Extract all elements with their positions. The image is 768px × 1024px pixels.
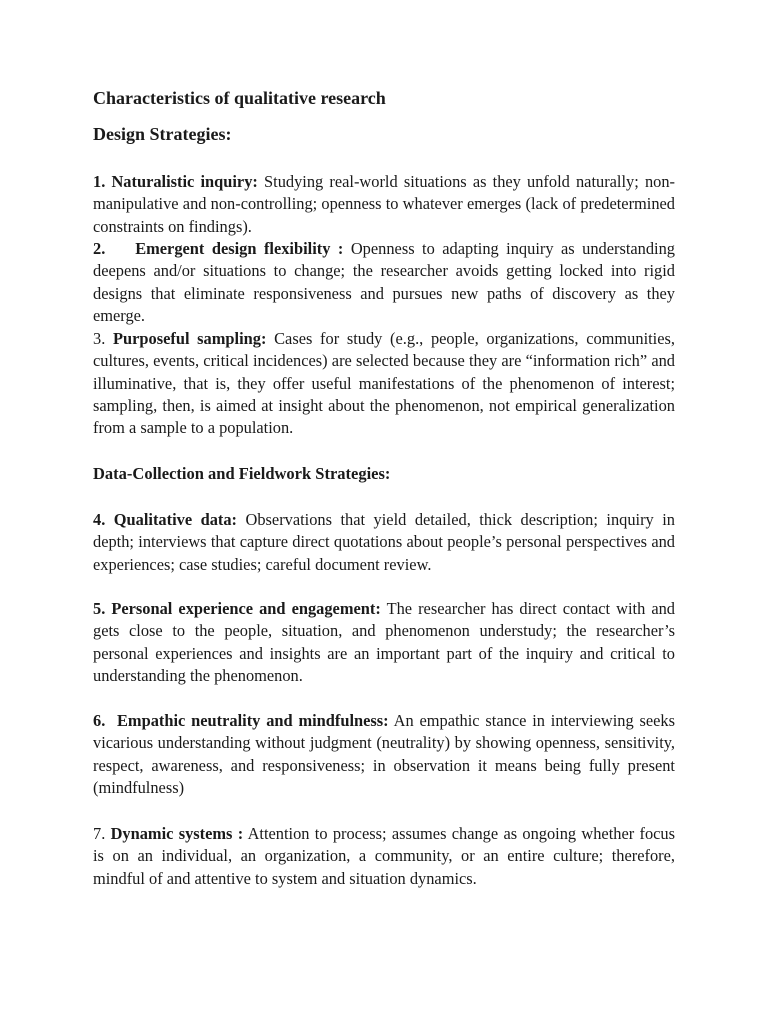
list-item-personal-experience	[93, 598, 675, 687]
item-text: The researcher has direct contact with and gets close to the people, situation, and phenomenon understudy; the researcher’s personal experiences and insights are an important part of the inquiry and critical to understanding the phenomenon.	[93, 599, 675, 685]
item-number: 4.	[93, 510, 106, 529]
item-term: Dynamic systems :	[110, 824, 244, 843]
document-title: Characteristics of qualitative research	[93, 88, 386, 108]
list-item-qualitative-data	[93, 509, 675, 576]
item-number: 2.	[93, 239, 106, 258]
item-text: Studying real-world situations as they unfold naturally; non-manipulative and non-controlling; openness to whatever emerges (lack of predetermined constraints on findings).	[93, 172, 675, 236]
item-text: Openness to adapting inquiry as understanding deepens and/or situations to change; the researcher avoids getting locked into rigid designs that eliminate responsiveness and pursues new paths of discovery as they emerge.	[93, 239, 675, 325]
item-term: Personal experience and engagement:	[111, 599, 381, 618]
list-item-empathic-neutrality	[93, 710, 675, 799]
item-text: Attention to process; assumes change as ongoing whether focus is on an individual, an organization, a community, or an entire culture; therefore, mindful of and attentive to system and situation dynamics.	[93, 824, 675, 888]
item-term: Qualitative data:	[113, 510, 238, 529]
item-number: 7.	[93, 824, 106, 843]
item-text: An empathic stance in interviewing seeks vicarious understanding without judgment (neutrality) by showing openness, sensitivity, respect, awareness, and responsiveness; in observation it means being fully present (mindfulness)	[93, 711, 676, 797]
item-text: Observations that yield detailed, thick description; inquiry in depth; interviews that capture direct quotations about people’s personal perspectives and experiences; case studies; careful document review.	[93, 510, 675, 574]
section-heading-data-collection: Data-Collection and Fieldwork Strategies:	[93, 464, 391, 483]
item-number: 1.	[93, 172, 106, 191]
item-number: 5.	[93, 599, 106, 618]
item-text: Cases for study (e.g., people, organizations, communities, cultures, events, critical incidences) are selected because they are “information rich” and illuminative, that is, they offer useful manifestations of the phenomenon of interest; sampling, then, is aimed at insight about the phenomenon, not empirical generalization from a sample to a population.	[93, 329, 675, 438]
item-number: 3.	[93, 329, 106, 348]
item-term: Emergent design flexibility :	[135, 239, 344, 258]
item-term: Naturalistic inquiry:	[111, 172, 258, 191]
list-item-naturalistic-inquiry	[93, 171, 675, 238]
item-number: 6.	[93, 711, 106, 730]
item-term: Purposeful sampling:	[113, 329, 267, 348]
section-heading-design-strategies: Design Strategies:	[93, 124, 232, 144]
list-item-dynamic-systems	[93, 823, 675, 890]
item-term: Empathic neutrality and mindfulness:	[117, 711, 389, 730]
list-item-purposeful-sampling	[93, 328, 675, 439]
list-item-emergent-design-flexibility	[93, 238, 675, 327]
